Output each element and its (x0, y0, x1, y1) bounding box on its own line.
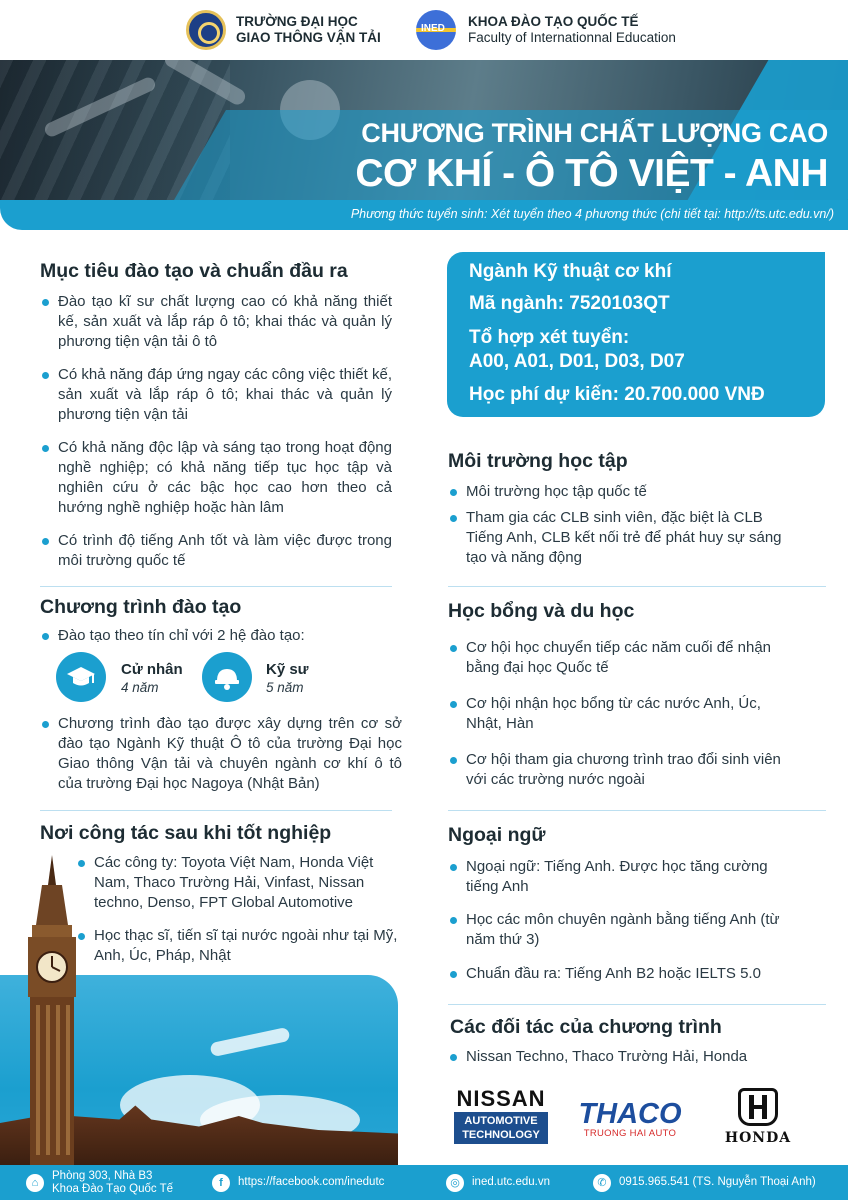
top-header (0, 0, 848, 60)
program-detail-list (40, 714, 402, 807)
combo-label: Tổ hợp xét tuyển: (469, 327, 630, 348)
section-divider (448, 586, 826, 587)
nissan-logo-word: NISSAN (456, 1086, 546, 1111)
language-item: Ngoại ngữ: Tiếng Anh. Được học tăng cường tiếng Anh (448, 857, 800, 897)
footer-address-line2: Khoa Đào Tạo Quốc Tế (52, 1182, 174, 1195)
scholarship-item: Cơ hội học chuyển tiếp các năm cuối để nhận bằng đại học Quốc tế (448, 638, 800, 678)
ined-name (468, 14, 676, 46)
phone-icon: ✆ (593, 1174, 611, 1192)
degree-bachelor-years: 4 năm (121, 680, 159, 695)
ined-name-line1: KHOA ĐÀO TẠO QUỐC TẾ (468, 14, 639, 29)
footer-address-line1: Phòng 303, Nhà B3 (52, 1169, 153, 1182)
nissan-logo (454, 1088, 548, 1144)
language-list (448, 857, 800, 997)
language-item: Chuẩn đầu ra: Tiếng Anh B2 hoặc IELTS 5.0 (448, 964, 800, 984)
environment-item: Môi trường học tập quốc tế (448, 482, 800, 502)
section-divider (40, 810, 392, 811)
footer-phone[interactable] (593, 1165, 816, 1200)
combo-values: A00, A01, D01, D03, D07 (469, 351, 685, 372)
scholarship-title: Học bổng và du học (448, 600, 635, 622)
environment-title: Môi trường học tập (448, 450, 628, 472)
careers-title: Nơi công tác sau khi tốt nghiệp (40, 822, 332, 844)
careers-list (76, 853, 402, 979)
ined-name-line2: Faculty of Internationnal Education (468, 30, 676, 45)
utc-name-line1: TRƯỜNG ĐẠI HỌC (236, 14, 358, 29)
nissan-logo-band (454, 1112, 548, 1144)
partners-title: Các đối tác của chương trình (450, 1016, 722, 1038)
facebook-link[interactable]: https://facebook.com/inedutc (238, 1176, 385, 1188)
tuition-fee: Học phí dự kiến: 20.700.000 VNĐ (469, 384, 765, 405)
major-code: Mã ngành: 7520103QT (469, 293, 670, 314)
utc-logo (186, 10, 226, 50)
language-item: Học các môn chuyên ngành bằng tiếng Anh (từ năm thứ 3) (448, 910, 800, 950)
big-ben-icon (12, 855, 92, 1165)
program-intro: Đào tạo theo tín chỉ với 2 hệ đào tạo: (40, 626, 392, 646)
careers-item: Các công ty: Toyota Việt Nam, Honda Việt Nam, Thaco Trường Hải, Vinfast, Nissan techno, Denso, FPT Global Automotive (76, 853, 402, 913)
major-name: Ngành Kỹ thuật cơ khí (469, 261, 672, 282)
footer-address (26, 1165, 173, 1200)
language-title: Ngoại ngữ (448, 824, 546, 846)
degree-engineer-years: 5 năm (266, 680, 304, 695)
partners-item: Nissan Techno, Thaco Trường Hải, Honda (448, 1047, 800, 1067)
goals-title: Mục tiêu đào tạo và chuẩn đầu ra (40, 260, 348, 282)
footer-website[interactable] (446, 1165, 550, 1200)
thaco-logo-sub: TRUONG HAI AUTO (583, 1128, 677, 1139)
airplane-icon (209, 1027, 290, 1057)
engineer-helmet-icon (202, 652, 252, 702)
graduation-cap-icon (56, 652, 106, 702)
partners-list (448, 1047, 800, 1080)
goals-item: Đào tạo kĩ sư chất lượng cao có khả năng thiết kế, sản xuất và lắp ráp ô tô; khai thác và quản lý phương tiện vận tải ô tô (40, 292, 392, 352)
utc-name-line2: GIAO THÔNG VẬN TẢI (236, 30, 381, 45)
nissan-logo-band-line2: TECHNOLOGY (462, 1129, 540, 1141)
phone-number[interactable]: 0915.965.541 (TS. Nguyễn Thoại Anh) (619, 1176, 816, 1188)
location-icon: ⌂ (26, 1174, 44, 1192)
scholarship-item: Cơ hội tham gia chương trình trao đổi sinh viên với các trường nước ngoài (448, 750, 800, 790)
section-divider (448, 1004, 826, 1005)
honda-logo-word: HONDA (724, 1130, 792, 1146)
ined-logo (416, 10, 456, 50)
ined-logo-text: INED (421, 23, 445, 34)
degree-bachelor-name: Cử nhân (121, 661, 183, 678)
goals-item: Có trình độ tiếng Anh tốt và làm việc được trong môi trường quốc tế (40, 531, 392, 571)
hero-title-line2: CƠ KHÍ - Ô TÔ VIỆT - ANH (355, 152, 828, 195)
thaco-logo (568, 1100, 692, 1139)
careers-item: Học thạc sĩ, tiến sĩ tại nước ngoài như tại Mỹ, Anh, Úc, Pháp, Nhật (76, 926, 402, 966)
degree-engineer-name: Kỹ sư (266, 661, 309, 678)
scholarship-item: Cơ hội nhận học bổng từ các nước Anh, Úc, Nhật, Hàn (448, 694, 800, 734)
program-info-box (447, 252, 825, 417)
program-detail: Chương trình đào tạo được xây dựng trên cơ sở đào tạo Ngành Kỹ thuật Ô tô của trường Đại học Giao thông Vận tải và chuyên ngành cơ khí ô tô của trường Đại học Nagoya (Nhật Bản) (40, 714, 402, 794)
nissan-logo-band-line1: AUTOMOTIVE (464, 1115, 538, 1127)
goals-item: Có khả năng đáp ứng ngay các công việc thiết kế, sản xuất và lắp ráp ô tô; khai thác và quản lý phương tiện vận tải (40, 365, 392, 425)
program-title: Chương trình đào tạo (40, 596, 242, 618)
hero-title-line1: CHƯƠNG TRÌNH CHẤT LƯỢNG CAO (361, 118, 828, 148)
thaco-logo-word: THACO (578, 1098, 682, 1130)
admission-text[interactable]: Phương thức tuyển sinh: Xét tuyển theo 4 phương thức (chi tiết tại: http://ts.utc.edu.vn/) (350, 207, 834, 221)
scholarship-list (448, 638, 800, 803)
footer-facebook[interactable] (212, 1165, 384, 1200)
honda-h-icon (738, 1088, 778, 1126)
honda-logo (712, 1088, 804, 1146)
globe-icon: ◎ (446, 1174, 464, 1192)
hero-banner (0, 60, 848, 200)
goals-item: Có khả năng độc lập và sáng tạo trong hoạt động nghề nghiệp; có khả năng tiếp tục học tập và nghiên cứu ở các bậc học cao hơn theo cả hướng nghề nghiệp hoặc hàn lâm (40, 438, 392, 518)
section-divider (448, 810, 826, 811)
website-link[interactable]: ined.utc.edu.vn (472, 1176, 551, 1188)
admission-bar (0, 200, 848, 230)
footer-bar (0, 1165, 848, 1200)
goals-list (40, 292, 392, 584)
utc-name (236, 14, 381, 46)
environment-list (448, 482, 800, 574)
facebook-icon: f (212, 1174, 230, 1192)
environment-item: Tham gia các CLB sinh viên, đặc biệt là CLB Tiếng Anh, CLB kết nối trẻ để phát huy sự sáng tạo và năng động (448, 508, 800, 568)
section-divider (40, 586, 392, 587)
